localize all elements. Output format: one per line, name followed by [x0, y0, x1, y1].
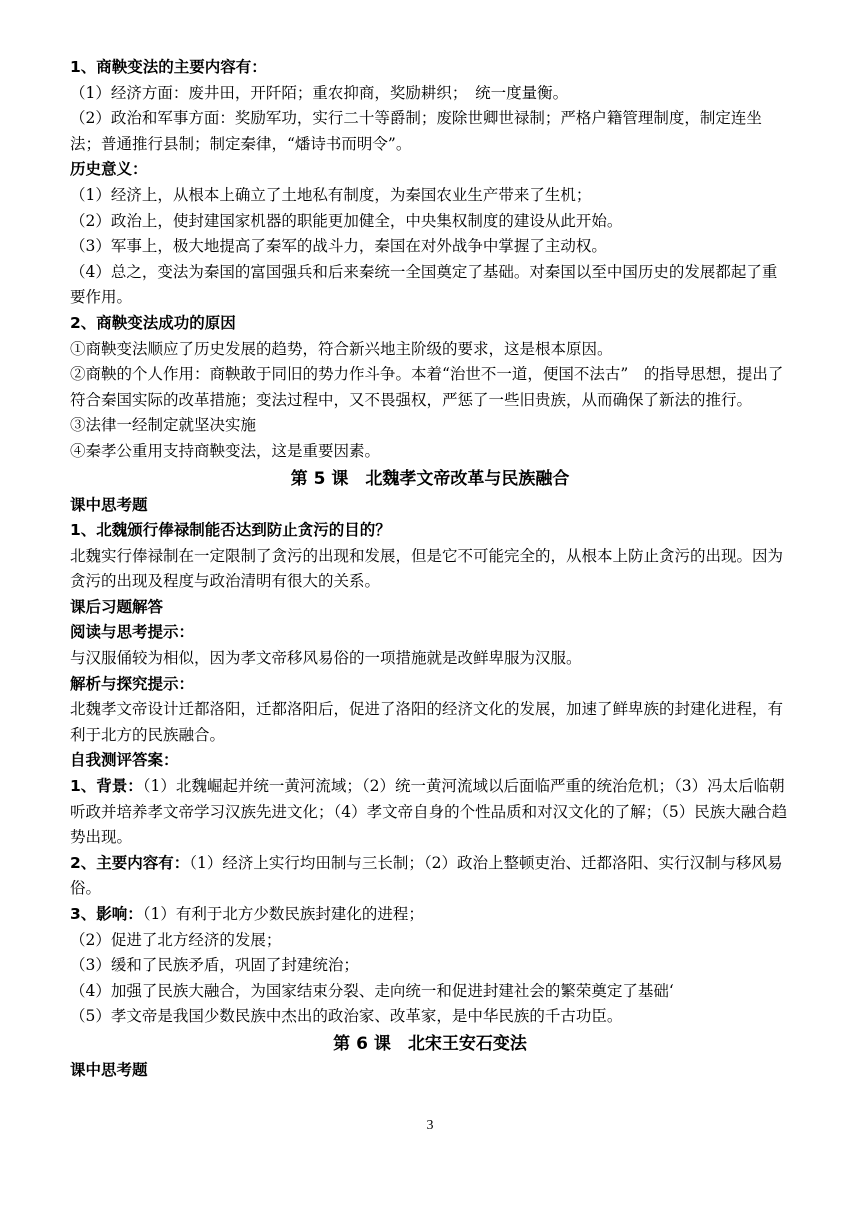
paragraph: 与汉服俑较为相似，因为孝文帝移风易俗的一项措施就是改鲜卑服为汉服。 [70, 649, 582, 668]
section-heading: 自我测评答案： [70, 751, 179, 770]
section-heading: 解析与探究提示： [70, 674, 195, 693]
paragraph: （2）促进了北方经济的发展； [70, 930, 282, 949]
section-heading: 1、商鞅变法的主要内容有： [70, 58, 267, 76]
paragraph: ③法律一经制定就坚决实施 [70, 416, 257, 435]
paragraph: （4）总之，变法为秦国的富国强兵和后来秦统一全国奠定了基础。对秦国以至中国历史的发展都起了重要作用。 [70, 262, 778, 307]
lesson-title: 第 6 课 北宋王安石变法 [333, 1033, 527, 1054]
paragraph: （1）经济上，从根本上确立了土地私有制度，为秦国农业生产带来了生机； [70, 185, 592, 204]
answer-item [70, 902, 790, 928]
section-heading: 2、商鞅变法成功的原因 [70, 313, 236, 332]
section-heading: 课后习题解答 [70, 597, 164, 616]
paragraph: （2）政治上，使封建国家机器的职能更加健全，中央集权制度的建设从此开始。 [70, 211, 623, 230]
lesson-title: 第 5 课 北魏孝文帝改革与民族融合 [290, 468, 570, 489]
paragraph: 北魏孝文帝设计迁都洛阳，迁都洛阳后，促进了洛阳的经济文化的发展，加速了鲜卑族的封建化进程，有利于北方的民族融合。 [70, 700, 784, 744]
paragraph: （2）政治和军事方面：奖励军功，实行二十等爵制；废除世卿世禄制；严格户籍管理制度，制定连坐法；普通推行县制；制定秦律，“燔诗书而明令”。 [70, 109, 762, 153]
paragraph: （1）经济方面：废井田，开阡陌；重农抑商，奖励耕织； 统一度量衡。 [70, 83, 569, 102]
paragraph: （5）孝文帝是我国少数民族中杰出的政治家、改革家，是中华民族的千古功臣。 [70, 1007, 623, 1026]
paragraph: ④秦孝公重用支持商鞅变法，这是重要因素。 [70, 441, 381, 460]
answer-item [70, 851, 790, 902]
page-number: 3 [426, 1118, 434, 1133]
answer-item [70, 774, 790, 851]
answer-text: （1）有利于北方少数民族封建化的进程； [142, 905, 424, 923]
answer-label: 2、主要内容有： [70, 853, 190, 872]
page-content [70, 55, 790, 1084]
answer-label: 1、背景： [70, 777, 143, 796]
paragraph: （4）加强了民族大融合，为国家结束分裂、走向统一和促进封建社会的繁荣奠定了基础‘ [70, 981, 674, 1000]
paragraph: ②商鞅的个人作用：商鞅敢于同旧的势力作斗争。本着“治世不一道，便国不法古” 的指导思想，提出了符合秦国实际的改革措施；变法过程中，又不畏强权，严惩了一些旧贵族，从而确保了新法的推行。 [70, 365, 784, 409]
paragraph: （3）缓和了民族矛盾，巩固了封建统治； [70, 956, 359, 975]
paragraph: 北魏实行俸禄制在一定限制了贪污的出现和发展，但是它不可能完全的，从根本上防止贪污的出现。因为贪污的出现及程度与政治清明有很大的关系。 [70, 546, 784, 591]
section-heading: 课中思考题 [70, 495, 148, 514]
answer-text: （1）北魏崛起并统一黄河流域；（2）统一黄河流域以后面临严重的统治危机；（3）冯太后临朝听政并培养孝文帝学习汉族先进文化；（4）孝文帝自身的个性品质和对汉文化的了解；（5）民族大融合趋势出现。 [70, 777, 788, 847]
section-heading: 课中思考题 [70, 1060, 148, 1079]
answer-label: 3、影响： [70, 905, 143, 923]
section-heading: 阅读与思考提示： [70, 623, 195, 642]
question-heading: 1、北魏颁行俸禄制能否达到防止贪污的目的？ [70, 521, 391, 540]
paragraph: ①商鞅变法顺应了历史发展的趋势，符合新兴地主阶级的要求，这是根本原因。 [70, 339, 613, 358]
paragraph: （3）军事上，极大地提高了秦军的战斗力，秦国在对外战争中掌握了主动权。 [70, 237, 607, 256]
answer-text: （1）经济上实行均田制与三长制；（2）政治上整顿吏治、迁都洛阳、实行汉制与移风易俗。 [70, 853, 783, 898]
section-heading: 历史意义： [70, 160, 148, 179]
